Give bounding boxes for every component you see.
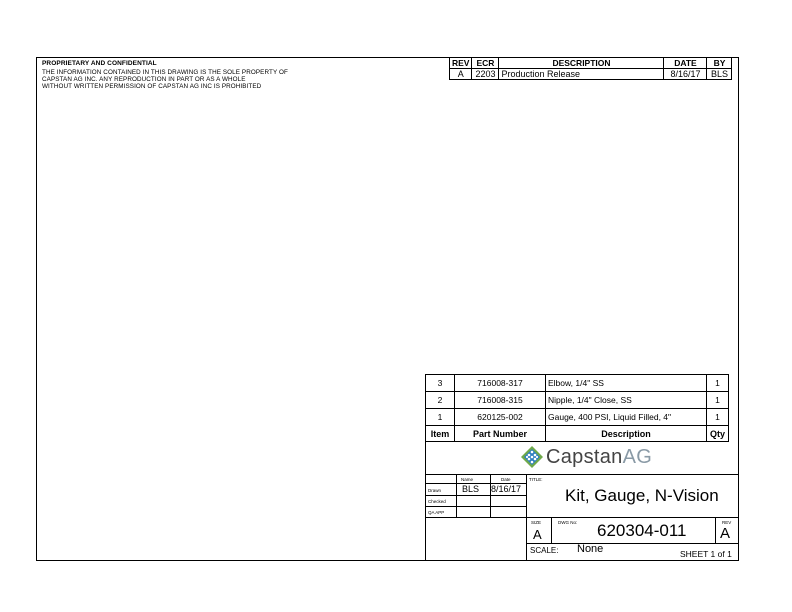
scale-value: None bbox=[577, 543, 604, 555]
description-cell: Production Release bbox=[499, 69, 664, 80]
item-cell: 1 bbox=[426, 409, 455, 426]
dwg-number: 620304-011 bbox=[597, 521, 687, 540]
drawn-date: 8/16/17 bbox=[491, 484, 522, 494]
date-header: DATE bbox=[664, 58, 707, 69]
revision-table bbox=[449, 57, 732, 80]
proprietary-line: WITHOUT WRITTEN PERMISSION OF CAPSTAN AG INC IS PROHIBITED bbox=[42, 83, 262, 90]
table-row bbox=[426, 392, 729, 409]
by-cell: BLS bbox=[707, 69, 732, 80]
qty-cell: 1 bbox=[707, 375, 729, 392]
logo-suffix: AG bbox=[622, 446, 653, 468]
grid-line bbox=[425, 517, 526, 518]
proprietary-line: THE INFORMATION CONTAINED IN THIS DRAWING IS THE SOLE PROPERTY OF bbox=[42, 69, 288, 76]
sheet-number: SHEET 1 of 1 bbox=[680, 549, 732, 559]
qty-header: Qty bbox=[707, 426, 729, 442]
description-header: Description bbox=[546, 426, 707, 442]
grid-line bbox=[456, 474, 457, 517]
drawn-label: Drawn bbox=[428, 488, 442, 493]
company-logo-text bbox=[546, 446, 652, 469]
drawn-name: BLS bbox=[462, 484, 480, 494]
table-row bbox=[426, 375, 729, 392]
size-label: SIZE bbox=[531, 520, 542, 525]
rev-header: REV bbox=[450, 58, 472, 69]
proprietary-line: CAPSTAN AG INC. ANY REPRODUCTION IN PART OR AS A WHOLE bbox=[42, 76, 246, 83]
part-number-cell: 716008-315 bbox=[455, 392, 546, 409]
title-block-divider bbox=[715, 517, 716, 543]
logo-name: Capstan bbox=[546, 446, 623, 468]
drawing-title: Kit, Gauge, N-Vision bbox=[565, 486, 719, 505]
rev-cell: A bbox=[450, 69, 472, 80]
description-cell: Elbow, 1/4" SS bbox=[546, 375, 707, 392]
item-cell: 3 bbox=[426, 375, 455, 392]
size-value: A bbox=[533, 527, 542, 542]
title-block-divider bbox=[526, 543, 739, 544]
ecr-cell: 2203 bbox=[472, 69, 499, 80]
proprietary-title: PROPRIETARY AND CONFIDENTIAL bbox=[42, 60, 157, 67]
capstan-logo-icon bbox=[520, 445, 544, 469]
part-number-cell: 620125-002 bbox=[455, 409, 546, 426]
grid-line bbox=[425, 506, 526, 507]
part-number-header: Part Number bbox=[455, 426, 546, 442]
title-block-divider bbox=[526, 517, 739, 518]
title-block-divider bbox=[425, 474, 739, 475]
date-cell: 8/16/17 bbox=[664, 69, 707, 80]
name-label: Name bbox=[461, 477, 474, 482]
scale-label: SCALE: bbox=[530, 546, 559, 555]
description-cell: Nipple, 1/4" Close, SS bbox=[546, 392, 707, 409]
item-cell: 2 bbox=[426, 392, 455, 409]
grid-line bbox=[425, 495, 526, 496]
title-block-left-border bbox=[425, 374, 426, 561]
title-block-divider bbox=[551, 517, 552, 543]
by-header: BY bbox=[707, 58, 732, 69]
rev-label: REV bbox=[722, 520, 732, 525]
description-header: DESCRIPTION bbox=[499, 58, 664, 69]
part-number-cell: 716008-317 bbox=[455, 375, 546, 392]
ecr-header: ECR bbox=[472, 58, 499, 69]
description-cell: Gauge, 400 PSI, Liquid Filled, 4" bbox=[546, 409, 707, 426]
title-label: TITLE: bbox=[529, 477, 543, 482]
grid-line bbox=[490, 474, 491, 517]
checked-label: Checked bbox=[428, 499, 446, 504]
qty-cell: 1 bbox=[707, 392, 729, 409]
revision-row bbox=[450, 69, 732, 80]
table-row bbox=[426, 409, 729, 426]
qty-cell: 1 bbox=[707, 409, 729, 426]
rev-value: A bbox=[720, 525, 731, 542]
qa-label: QA APP bbox=[428, 510, 445, 515]
bom-table bbox=[425, 374, 729, 442]
dwg-label: DWG No: bbox=[558, 520, 578, 525]
date-label: Date bbox=[501, 477, 511, 482]
item-header: Item bbox=[426, 426, 455, 442]
